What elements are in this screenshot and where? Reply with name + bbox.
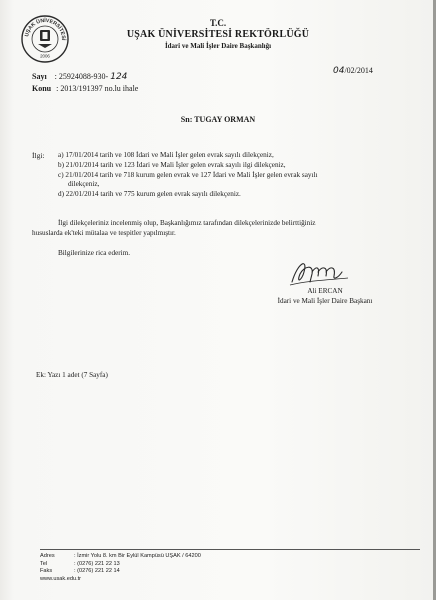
signatory-title: İdari ve Mali İşler Daire Başkanı — [277, 297, 373, 305]
ilgi-item: b) 21/01/2014 tarih ve 123 İdari ve Mali İşler gelen evrak sayılı ilgi dilekçeniz, — [58, 161, 286, 169]
tel-label: Tel — [40, 560, 48, 567]
header-university: UŞAK ÜNİVERSİTESİ REKTÖRLÜĞÜ — [126, 29, 310, 40]
header-tc: T.C. — [209, 18, 227, 28]
footer-contact — [40, 549, 420, 583]
date-row — [333, 66, 373, 76]
header-department: İdari ve Mali İşler Daire Başkanlığı — [164, 42, 272, 50]
footer-fax-row — [40, 568, 420, 576]
sayi-row — [32, 72, 127, 82]
closing-line: Bilgilerinize rica ederim. — [58, 249, 131, 257]
konu-row — [32, 84, 138, 93]
date-printed: /02/2014 — [344, 66, 373, 75]
ilgi-item: a) 17/01/2014 tarih ve 108 İdari ve Mali İşler gelen evrak sayılı dilekçeniz, — [58, 151, 274, 159]
footer-tel-row — [40, 561, 420, 569]
signatory-name: Ali ERCAN — [307, 287, 343, 295]
seal-ring-text: UŞAK ÜNİVERSİTESİ — [24, 17, 67, 41]
ilgi-item: dilekçeniz, — [68, 180, 100, 188]
konu-label: Konu — [32, 84, 52, 93]
date-handwritten: 04 — [333, 66, 345, 76]
adres-value: : İzmir Yolu 8. km Bir Eylül Kampüsü UŞAK / 64200 — [74, 553, 201, 559]
tel-value: : (0276) 221 22 13 — [74, 560, 120, 567]
attachment-note: Ek: Yazı 1 adet (7 Sayfa) — [36, 371, 108, 379]
faks-label: Faks — [40, 568, 53, 575]
adres-label: Adres — [40, 553, 55, 559]
faks-value: : (0276) 221 22 14 — [74, 568, 120, 575]
sayi-label: Sayı — [32, 72, 47, 81]
seal-year: 2006 — [40, 53, 50, 59]
web-link[interactable]: www.usak.edu.tr — [40, 575, 82, 582]
ilgi-item: c) 21/01/2014 tarih ve 718 kurum gelen evrak ve 127 İdari ve Mali İşler gelen evrak sayılı — [58, 171, 318, 179]
footer-web-row — [40, 576, 420, 584]
konu-value: : 2013/191397 no.lu ihale — [56, 84, 139, 93]
recipient: Sn: TUGAY ORMAN — [180, 115, 256, 124]
ilgi-item: d) 22/01/2014 tarih ve 775 kurum gelen evrak sayılı dilekçeniz. — [58, 190, 241, 198]
sayi-value: : 25924088-930- — [54, 72, 109, 81]
body-line: hususlarda ek'teki mütalaa ve tespitler yapılmıştır. — [32, 229, 176, 237]
handwritten-signature — [286, 254, 356, 290]
ilgi-label: İlgi: — [32, 151, 45, 160]
footer-address-row — [40, 553, 420, 561]
sayi-handwritten: 124 — [110, 72, 128, 82]
body-line: İlgi dilekçeleriniz incelenmiş olup, Başkanlığımız tarafından dilekçelerinizde belirttiğiniz — [58, 219, 316, 227]
